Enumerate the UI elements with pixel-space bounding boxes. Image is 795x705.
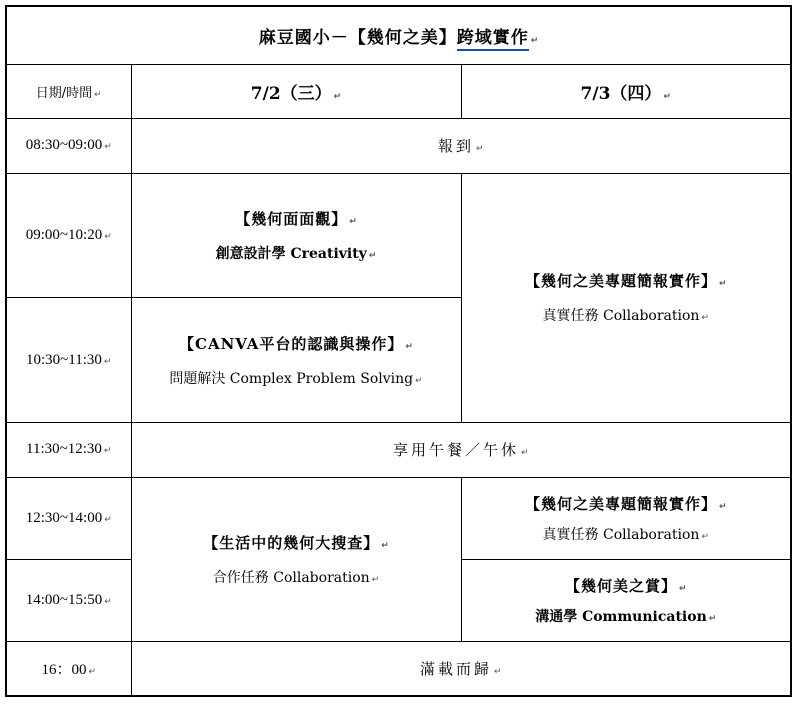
title-prefix: 麻豆國小－【幾何之美】 xyxy=(258,27,457,48)
session-topic: 【生活中的幾何大搜查】 xyxy=(203,534,380,553)
paragraph-mark-icon: ↵ xyxy=(678,584,687,595)
paragraph-mark-icon: ↵ xyxy=(701,531,709,542)
table-row xyxy=(6,422,791,477)
time-cell: 10:30~11:30 ↵ xyxy=(6,298,131,422)
session-subtitle: 溝通學 Communication xyxy=(535,609,707,626)
paragraph-mark-icon: ↵ xyxy=(104,597,112,608)
session-topic: 【幾何之美專題簡報實作】 xyxy=(524,494,717,513)
table-row xyxy=(6,642,791,696)
paragraph-mark-icon: ↵ xyxy=(368,251,377,262)
session-cell xyxy=(131,298,461,422)
schedule-title xyxy=(6,6,791,64)
session-cell xyxy=(131,173,461,297)
time-cell: 11:30~12:30 ↵ xyxy=(6,422,131,477)
session-topic: 【幾何美之賞】 xyxy=(564,577,677,596)
time-cell: 08:30~09:00 ↵ xyxy=(6,118,131,173)
session-subtitle: 創意設計學 Creativity xyxy=(215,246,367,263)
paragraph-mark-icon: ↵ xyxy=(103,446,112,457)
paragraph-mark-icon: ↵ xyxy=(708,614,717,625)
session-topic: 【CANVA平台的認識與操作】 xyxy=(179,334,404,353)
paragraph-mark-icon: ↵ xyxy=(104,232,112,243)
session-cell xyxy=(461,560,791,642)
table-row xyxy=(6,477,791,559)
paragraph-mark-icon: ↵ xyxy=(718,501,727,512)
paragraph-mark-icon: ↵ xyxy=(94,89,102,100)
paragraph-mark-icon: ↵ xyxy=(663,91,671,102)
checkin-cell: 報到 ↵ xyxy=(131,118,791,173)
paragraph-mark-icon: ↵ xyxy=(333,91,342,102)
session-subtitle: 真實任務 Collaboration xyxy=(542,526,700,543)
session-subtitle: 合作任務 Collaboration xyxy=(212,570,370,587)
paragraph-mark-icon: ↵ xyxy=(405,341,413,352)
paragraph-mark-icon: ↵ xyxy=(701,313,709,324)
paragraph-mark-icon: ↵ xyxy=(349,217,357,228)
session-subtitle: 問題解決 Complex Problem Solving xyxy=(169,370,414,387)
session-cell xyxy=(131,477,461,641)
session-topic: 【幾何面面觀】 xyxy=(235,210,348,229)
header-time-label: 日期/時間 ↵ xyxy=(6,64,131,118)
header-day1: 7/2（三） ↵ xyxy=(131,64,461,118)
session-topic: 【幾何之美專題簡報實作】 xyxy=(524,272,717,291)
session-cell xyxy=(461,173,791,422)
paragraph-mark-icon: ↵ xyxy=(104,514,112,525)
header-day2: 7/3（四） ↵ xyxy=(461,64,791,118)
lunch-cell: 享用午餐／午休 ↵ xyxy=(131,422,791,477)
table-row xyxy=(6,118,791,173)
paragraph-mark-icon: ↵ xyxy=(88,667,97,678)
session-subtitle: 真實任務 Collaboration xyxy=(542,308,700,325)
paragraph-mark-icon: ↵ xyxy=(381,541,389,552)
session-cell xyxy=(461,477,791,559)
paragraph-mark-icon: ↵ xyxy=(718,279,727,290)
paragraph-mark-icon: ↵ xyxy=(103,356,112,367)
schedule-table xyxy=(5,5,792,697)
table-row xyxy=(6,173,791,297)
time-cell: 12:30~14:00 ↵ xyxy=(6,477,131,559)
time-cell: 16：00 ↵ xyxy=(6,642,131,696)
paragraph-mark-icon: ↵ xyxy=(415,375,423,386)
title-row xyxy=(6,6,791,64)
time-cell: 09:00~10:20 ↵ xyxy=(6,173,131,297)
departure-cell: 滿載而歸 ↵ xyxy=(131,642,791,696)
paragraph-mark-icon: ↵ xyxy=(530,35,539,46)
header-row xyxy=(6,64,791,118)
paragraph-mark-icon: ↵ xyxy=(475,144,484,155)
paragraph-mark-icon: ↵ xyxy=(493,667,502,678)
paragraph-mark-icon: ↵ xyxy=(520,448,529,459)
title-underlined: 跨域實作 xyxy=(457,28,529,51)
time-cell: 14:00~15:50 ↵ xyxy=(6,560,131,642)
paragraph-mark-icon: ↵ xyxy=(104,142,112,153)
paragraph-mark-icon: ↵ xyxy=(371,575,380,586)
